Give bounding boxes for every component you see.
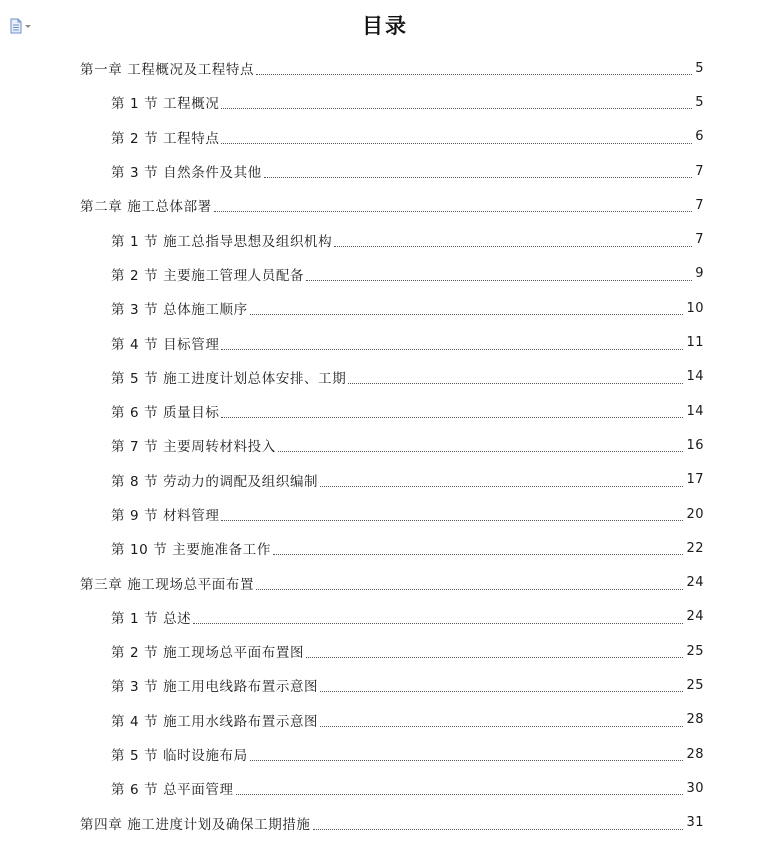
toc-chapter-entry[interactable] xyxy=(0,565,780,599)
toc-entry-label[interactable]: 第 3 节 总体施工顺序 xyxy=(111,302,248,319)
toc-page-number[interactable]: 31 xyxy=(686,815,704,831)
toc-section-entry[interactable] xyxy=(0,257,780,291)
toc-entry-label[interactable]: 第三章 施工现场总平面布置 xyxy=(80,576,255,593)
toc-dot-leader xyxy=(250,759,684,761)
toc-section-entry[interactable] xyxy=(0,428,780,462)
toc-section-entry[interactable] xyxy=(0,222,780,256)
toc-section-entry[interactable] xyxy=(0,325,780,359)
toc-entry-label[interactable]: 第 4 节 施工用水线路布置示意图 xyxy=(111,713,319,730)
toc-page-number[interactable]: 24 xyxy=(686,609,704,625)
toc-page-number[interactable]: 5 xyxy=(695,94,704,110)
toc-page-number[interactable]: 25 xyxy=(686,643,704,659)
toc-entry-label[interactable]: 第 1 节 施工总指导思想及组织机构 xyxy=(111,233,333,250)
toc-entry-label[interactable]: 第 10 节 主要施准备工作 xyxy=(111,542,271,559)
toc-entry-label[interactable]: 第 1 节 总述 xyxy=(111,610,192,627)
toc-entry-label[interactable]: 第 5 节 施工进度计划总体安排、工期 xyxy=(111,370,347,387)
toc-dot-leader xyxy=(278,450,684,452)
toc-dot-leader xyxy=(250,313,684,315)
toc-section-entry[interactable] xyxy=(0,394,780,428)
toc-dot-leader xyxy=(320,485,683,487)
toc-entry-label[interactable]: 第一章 工程概况及工程特点 xyxy=(80,62,255,79)
toc-dot-leader xyxy=(334,245,692,247)
toc-section-entry[interactable] xyxy=(0,120,780,154)
toc-dot-leader xyxy=(193,622,683,624)
toc-page-number[interactable]: 22 xyxy=(686,540,704,556)
toc-section-entry[interactable] xyxy=(0,600,780,634)
toc-page-number[interactable]: 6 xyxy=(695,129,704,145)
toc-dot-leader xyxy=(221,142,692,144)
toc-dot-leader xyxy=(221,416,683,418)
toc-page-number[interactable]: 20 xyxy=(686,506,704,522)
toc-dot-leader xyxy=(264,176,692,178)
toc-entry-label[interactable]: 第 6 节 质量目标 xyxy=(111,405,220,422)
toc-entry-label[interactable]: 第 5 节 临时设施布局 xyxy=(111,748,248,765)
toc-entry-label[interactable]: 第 7 节 主要周转材料投入 xyxy=(111,439,276,456)
toc-dot-leader xyxy=(221,519,683,521)
toc-dot-leader xyxy=(306,656,683,658)
toc-section-entry[interactable] xyxy=(0,154,780,188)
toc-page-number[interactable]: 28 xyxy=(686,746,704,762)
toc-page-number[interactable]: 24 xyxy=(686,575,704,591)
toc-page-number[interactable]: 28 xyxy=(686,712,704,728)
toc-dot-leader xyxy=(320,690,683,692)
toc-page-number[interactable]: 25 xyxy=(686,677,704,693)
toc-page-number[interactable]: 5 xyxy=(695,60,704,76)
toc-page-number[interactable]: 17 xyxy=(686,472,704,488)
toc-page-number[interactable]: 10 xyxy=(686,300,704,316)
toc-chapter-entry[interactable] xyxy=(0,51,780,85)
toc-section-entry[interactable] xyxy=(0,703,780,737)
toc-dot-leader xyxy=(214,210,692,212)
toc-entry-label[interactable]: 第 2 节 施工现场总平面布置图 xyxy=(111,645,305,662)
page-title: 目录 xyxy=(362,13,408,38)
toc-dot-leader xyxy=(221,348,683,350)
toc-entry-label[interactable]: 第 1 节 工程概况 xyxy=(111,96,220,113)
toc-entry-label[interactable]: 第二章 施工总体部署 xyxy=(80,199,212,216)
toc-dot-leader xyxy=(313,828,684,830)
table-of-contents xyxy=(0,51,780,840)
toc-section-entry[interactable] xyxy=(0,668,780,702)
toc-section-entry[interactable] xyxy=(0,497,780,531)
toc-entry-label[interactable]: 第 4 节 目标管理 xyxy=(111,336,220,353)
toc-page-number[interactable]: 16 xyxy=(686,437,704,453)
toc-dot-leader xyxy=(320,725,683,727)
toc-section-entry[interactable] xyxy=(0,634,780,668)
toc-page-number[interactable]: 7 xyxy=(695,197,704,213)
toc-page-number[interactable]: 14 xyxy=(686,403,704,419)
toc-dot-leader xyxy=(348,382,683,384)
toc-entry-label[interactable]: 第 3 节 施工用电线路布置示意图 xyxy=(111,679,319,696)
toc-entry-label[interactable]: 第 2 节 工程特点 xyxy=(111,130,220,147)
toc-dot-leader xyxy=(221,107,692,109)
toc-dot-leader xyxy=(306,279,692,281)
toc-chapter-entry[interactable] xyxy=(0,806,780,840)
toc-section-entry[interactable] xyxy=(0,531,780,565)
toc-section-entry[interactable] xyxy=(0,463,780,497)
toc-entry-label[interactable]: 第 2 节 主要施工管理人员配备 xyxy=(111,267,305,284)
toc-page-number[interactable]: 7 xyxy=(695,232,704,248)
toc-section-entry[interactable] xyxy=(0,291,780,325)
toc-chapter-entry[interactable] xyxy=(0,188,780,222)
toc-section-entry[interactable] xyxy=(0,771,780,805)
toc-dot-leader xyxy=(256,588,683,590)
toc-entry-label[interactable]: 第四章 施工进度计划及确保工期措施 xyxy=(80,816,311,833)
toc-page-number[interactable]: 9 xyxy=(695,266,704,282)
toc-section-entry[interactable] xyxy=(0,737,780,771)
toc-page-number[interactable]: 7 xyxy=(695,163,704,179)
toc-entry-label[interactable]: 第 9 节 材料管理 xyxy=(111,508,220,524)
toc-page-number[interactable]: 11 xyxy=(686,335,704,351)
toc-dot-leader xyxy=(273,553,684,555)
toc-entry-label[interactable]: 第 6 节 总平面管理 xyxy=(111,782,234,799)
toc-page-number[interactable]: 30 xyxy=(686,780,704,796)
toc-page-number[interactable]: 14 xyxy=(686,369,704,385)
toc-entry-label[interactable]: 第 8 节 劳动力的调配及组织编制 xyxy=(111,473,319,490)
toc-entry-label[interactable]: 第 3 节 自然条件及其他 xyxy=(111,165,262,182)
toc-section-entry[interactable] xyxy=(0,360,780,394)
toc-dot-leader xyxy=(236,793,684,795)
toc-dot-leader xyxy=(256,73,692,75)
toc-section-entry[interactable] xyxy=(0,85,780,119)
